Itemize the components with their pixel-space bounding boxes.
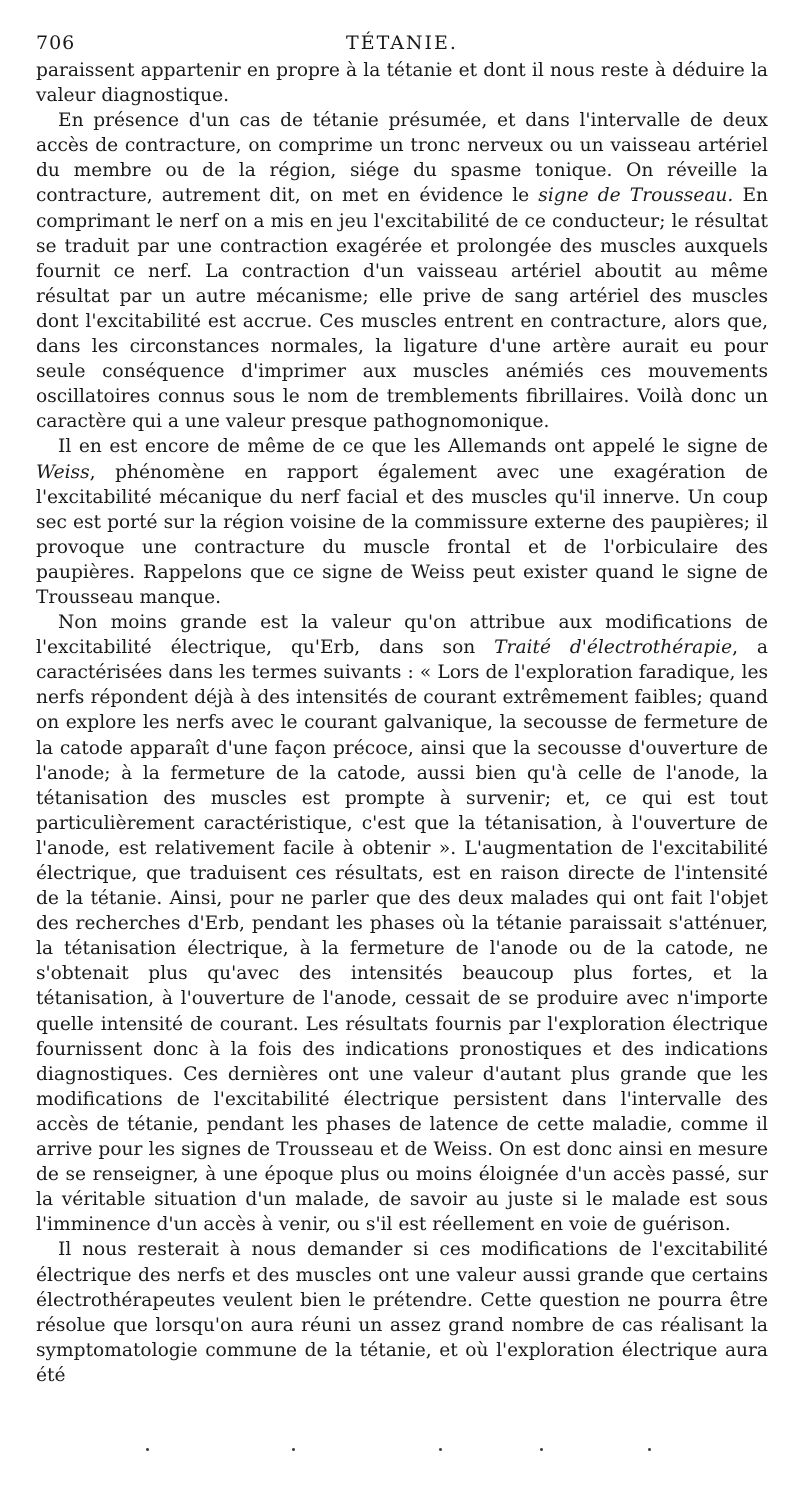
- italic-term: Weiss: [36, 461, 90, 483]
- page-header: [36, 30, 768, 58]
- paragraph: [36, 58, 768, 108]
- text-segment: paraissent appartenir en propre à la tétanie et dont il nous reste à déduire la valeur diagnostique.: [36, 60, 768, 107]
- speck: [540, 1448, 543, 1451]
- paragraph: [36, 610, 768, 1237]
- speck: [439, 1448, 442, 1451]
- scan-specks: [0, 1440, 800, 1460]
- speck: [292, 1448, 295, 1451]
- page-number: 706: [36, 32, 76, 54]
- paragraph: [36, 108, 768, 434]
- book-page: [36, 30, 768, 1388]
- paragraph: [36, 434, 768, 610]
- speck: [146, 1448, 149, 1451]
- running-title: TÉTANIE.: [346, 32, 458, 54]
- text-segment: En présence d'un cas de tétanie présumée, et dans l'intervalle de deux accès de contracture, on comprime un tronc nerveux ou un vaisseau artériel du membre ou de la région, siége du spasme tonique. On réveille la contracture, autrement dit, on met en évidence le: [36, 110, 768, 207]
- italic-term: signe de Trousseau.: [538, 185, 734, 207]
- speck: [648, 1448, 651, 1451]
- text-segment: Non moins grande est la valeur qu'on attribue aux modifications de l'excitabilité électrique, qu'Erb, dans son: [36, 612, 768, 659]
- text-segment: Il nous resterait à nous demander si ces modifications de l'excitabilité électrique des nerfs et des muscles ont une valeur aussi grande que certains électrothérapeutes veulent bien le prétendre. Cette question ne pourra être résolue que lorsqu'on aura réuni un assez grand nombre de cas réalisant la symptomatologie commune de la tétanie, et où l'exploration électrique aura été: [36, 1239, 768, 1386]
- text-segment: En comprimant le nerf on a mis en jeu l'excitabilité de ce conducteur; le résultat se traduit par une contraction exagérée et prolongée des muscles auxquels fournit ce nerf. La contraction d'un vaisseau artériel aboutit au même résultat par un autre mécanisme; elle prive de sang artériel des muscles dont l'excitabilité est accrue. Ces muscles entrent en contracture, alors que, dans les circonstances normales, la ligature d'une artère aurait eu pour seule conséquence d'imprimer aux muscles anémiés ces mouvements oscillatoires connus sous le nom de tremblements fibrillaires. Voilà donc un caractère qui a une valeur presque pathognomonique.: [36, 185, 768, 433]
- italic-term: Traité d'électrothérapie: [494, 637, 733, 659]
- paragraph: [36, 1237, 768, 1388]
- text-segment: , a caractérisées dans les termes suivants : « Lors de l'exploration faradique, les nerfs répondent déjà à des intensités de courant extrêmement faibles; quand on explore les nerfs avec le courant galvanique, la secousse de fermeture de la catode apparaît d'une façon précoce, ainsi que la secousse d'ouverture de l'anode; à la fermeture de la catode, aussi bien qu'à celle de l'anode, la tétanisation des muscles est prompte à survenir; et, ce qui est tout particulièrement caractéristique, c'est que la tétanisation, à l'ouverture de l'anode, est relativement facile à obtenir ». L'augmentation de l'excitabilité électrique, que traduisent ces résultats, est en raison directe de l'intensité de la tétanie. Ainsi, pour ne parler que des deux malades qui ont fait l'objet des recherches d'Erb, pendant les phases où la tétanie paraissait s'atténuer, la tétanisation électrique, à la fermeture de l'anode ou de la catode, ne s'obtenait plus qu'avec des intensités beaucoup plus fortes, et la tétanisation, à l'ouverture de l'anode, cessait de se produire avec n'importe quelle intensité de courant. Les résultats fournis par l'exploration électrique fournissent donc à la fois des indications pronostiques et des indications diagnostiques. Ces dernières ont une valeur d'autant plus grande que les modifications de l'excitabilité électrique persistent dans l'intervalle des accès de tétanie, pendant les phases de latence de cette maladie, comme il arrive pour les signes de Trousseau et de Weiss. On est donc ainsi en mesure de se renseigner, à une époque plus ou moins éloignée d'un accès passé, sur la véritable situation d'un malade, de savoir au juste si le malade est sous l'imminence d'un accès à venir, ou s'il est réellement en voie de guérison.: [36, 637, 768, 1236]
- text-segment: , phénomène en rapport également avec une exagération de l'excitabilité mécanique du nerf facial et des muscles qu'il innerve. Un coup sec est porté sur la région voisine de la commissure externe des paupières; il provoque une contracture du muscle frontal et de l'orbiculaire des paupières. Rappelons que ce signe de Weiss peut exister quand le signe de Trousseau manque.: [36, 461, 768, 608]
- text-segment: Il en est encore de même de ce que les Allemands ont appelé le signe de: [58, 436, 768, 458]
- body-text: [36, 58, 768, 1388]
